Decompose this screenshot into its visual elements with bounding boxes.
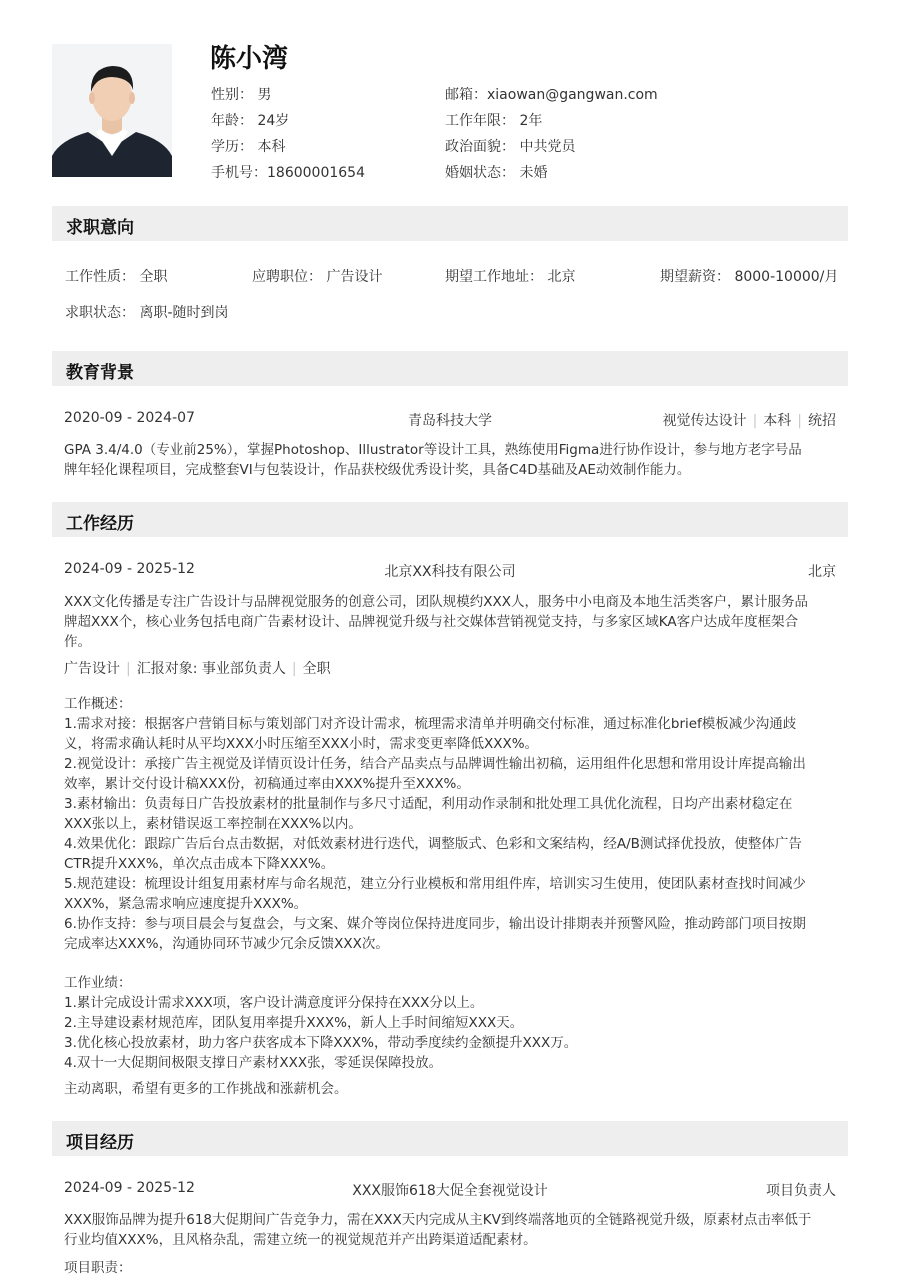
education-section-header [52, 351, 848, 386]
education-row [64, 410, 836, 430]
education-info: 学历： 本科 [211, 139, 286, 155]
report-to-tag: 汇报对象: 事业部负责人 [136, 661, 286, 677]
age-info: 年龄： 24岁 [211, 113, 290, 129]
company-name: 北京XX科技有限公司 [384, 564, 516, 580]
section-title: 项目经历 [66, 1133, 134, 1153]
project-description: XXX服饰品牌为提升618大促期间广告竞争力，需在XXX天内完成从主KV到终端落地页的全链路视觉升级，原素材点击率低于 行业均值XXX%，且风格杂乱，需建立统一的视觉规范并产出跨渠道适配素材。 [64, 1212, 812, 1248]
project-role: 项目负责人 [766, 1183, 836, 1199]
project-section-header [52, 1121, 848, 1156]
project-row [64, 1180, 836, 1200]
enroll-type-tag: 统招 [808, 413, 836, 429]
expected-salary: 期望薪资： 8000-10000/月 [660, 269, 839, 285]
education-description: GPA 3.4/4.0（专业前25%），掌握Photoshop、Illustrator等设计工具，熟练使用Figma进行协作设计，参与地方老字号品 牌年轻化课程项目，完成整套VI与包装设计，作品获校级优秀设计奖，具备C4D基础及AE动效制作能力。 [64, 442, 802, 478]
job-status: 求职状态： 离职-随时到岗 [65, 305, 229, 321]
section-title: 工作经历 [66, 514, 134, 534]
education-tags: 视觉传达设计 | 本科 | 统招 [662, 413, 836, 429]
job-title-tag: 广告设计 [64, 661, 120, 677]
candidate-name: 陈小湾 [210, 44, 289, 74]
work-row [64, 561, 836, 581]
major-tag: 视觉传达设计 [662, 413, 747, 429]
target-position: 应聘职位： 广告设计 [252, 269, 383, 285]
school-name: 青岛科技大学 [408, 413, 492, 429]
work-overview: 工作概述： 1.需求对接：根据客户营销目标与策划部门对齐设计需求，梳理需求清单并明确交付标准，通过标准化brief模板减少沟通歧 义，将需求确认耗时从平均XXX小时压缩至XXX小时，需求变更率降低XXX%。 2.视觉设计：承接广告主视觉及详情页设计任务，结合产品卖点与品牌调性输出初稿，运用组件化思想和常用设计库提高输出 效率，累计交付设计稿XXX份，初稿通过率由XXX%提升至XXX%。 3.素材输出：负责每日广告投放素材的批量制作与多尺寸适配，利用动作录制和批处理工具优化流程，日均产出素材稳定在 XXX张以上，素材错误返工率控制在XXX%以内。 4.效果优化：跟踪广告后台点击数据，对低效素材进行迭代，调整版式、色彩和文案结构，经A/B测试择优投放，使整体广告 CTR提升XXX%，单次点击成本下降XXX%。 5.规范建设：梳理设计组复用素材库与命名规范，建立分行业模板和常用组件库，培训实习生使用，使团队素材查找时间减少 XXX%，紧急需求响应速度提升XXX%。 6.协作支持：参与项目晨会与复盘会，与文案、媒介等岗位保持进度同步，输出设计排期表并预警风险，推动跨部门项目按期 完成率达XXX%，沟通协同环节减少冗余反馈XXX次。 [64, 696, 806, 952]
job-type: 工作性质： 全职 [65, 269, 168, 285]
politics-info: 政治面貌： 中共党员 [445, 139, 576, 155]
work-city: 北京 [808, 564, 836, 580]
section-title: 教育背景 [66, 363, 134, 383]
work-achievements: 工作业绩： 1.累计完成设计需求XXX项，客户设计满意度评分保持在XXX分以上。 2.主导建设素材规范库，团队复用率提升XXX%，新人上手时间缩短XXX天。 3.优化核心投放素材，助力客户获客成本下降XXX%，带动季度续约金额提升XXX万。 4.双十一大促期间极限支撑日产素材XXX张，零延误保障投放。 [64, 975, 578, 1071]
person-avatar-icon [52, 44, 172, 177]
profile-photo [52, 44, 172, 177]
experience-info: 工作年限： 2年 [445, 113, 543, 129]
email-info: 邮箱：xiaowan@gangwan.com [445, 87, 658, 103]
project-duty-label: 项目职责： [64, 1260, 132, 1276]
leave-reason: 主动离职，希望有更多的工作挑战和涨薪机会。 [64, 1081, 348, 1097]
gender-info: 性别： 男 [211, 87, 272, 103]
work-section-header [52, 502, 848, 537]
work-period: 2024-09 - 2025-12 [64, 561, 195, 577]
project-period: 2024-09 - 2025-12 [64, 1180, 195, 1196]
degree-tag: 本科 [763, 413, 792, 429]
education-period: 2020-09 - 2024-07 [64, 410, 195, 426]
company-description: XXX文化传播是专注广告设计与品牌视觉服务的创意公司，团队规模约XXX人，服务中小电商及本地生活类客户，累计服务品 牌超XXX个，核心业务包括电商广告素材设计、品牌视觉升级与社交媒体营销视觉支持，与多家区域KA客户达成年度框架合 作。 [64, 594, 808, 650]
employment-type-tag: 全职 [302, 661, 331, 677]
work-tags: 广告设计 | 汇报对象: 事业部负责人 | 全职 [64, 661, 331, 677]
section-title: 求职意向 [66, 218, 134, 238]
target-location: 期望工作地址： 北京 [445, 269, 576, 285]
project-name: XXX服饰618大促全套视觉设计 [352, 1183, 548, 1199]
intent-section-header [52, 206, 848, 241]
marital-info: 婚姻状态： 未婚 [445, 165, 548, 181]
phone-info: 手机号：18600001654 [211, 165, 365, 181]
